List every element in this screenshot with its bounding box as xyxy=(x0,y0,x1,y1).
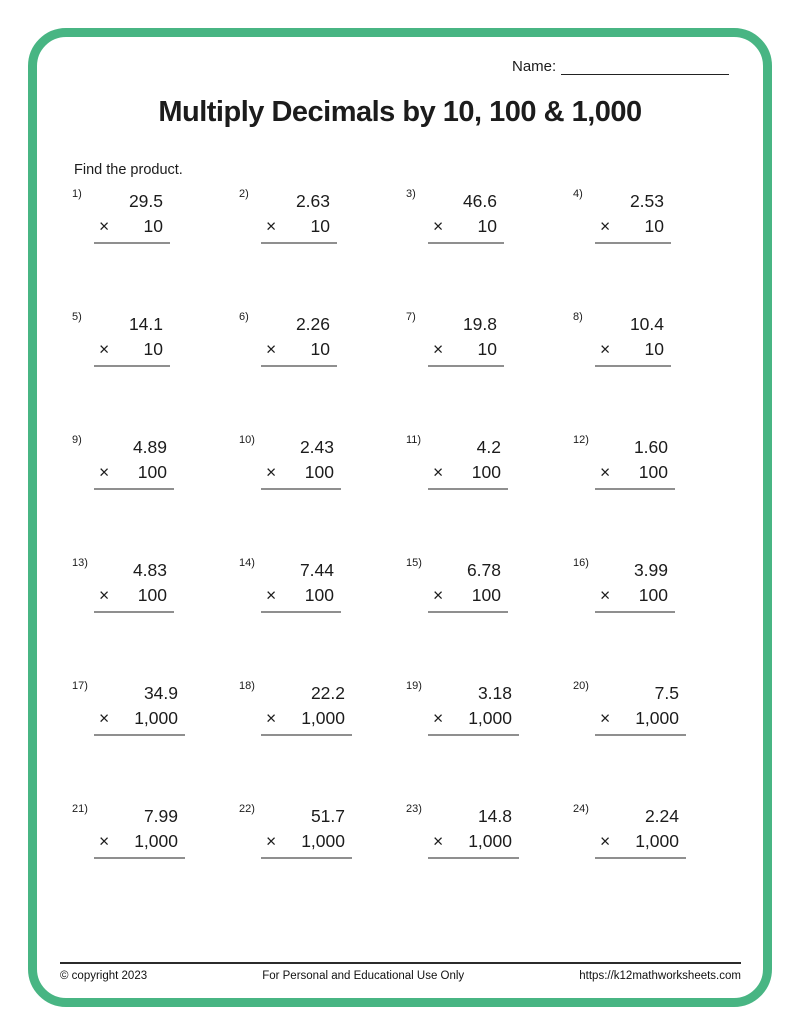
problem-number: 21) xyxy=(72,803,88,815)
problem xyxy=(239,188,406,311)
multiplicand: 4.89 xyxy=(132,437,167,457)
multiplicand: 51.7 xyxy=(310,806,345,826)
multiplier: 100 xyxy=(638,462,668,482)
problem-number: 13) xyxy=(72,557,88,569)
problem-number: 14) xyxy=(239,557,255,569)
problem-work xyxy=(261,683,352,736)
problem-work xyxy=(94,437,174,490)
multiplicand: 4.83 xyxy=(132,560,167,580)
multiply-sign: × xyxy=(266,339,277,359)
multiplier: 1,000 xyxy=(635,708,679,728)
problem-work xyxy=(261,437,341,490)
multiplicand: 34.9 xyxy=(143,683,178,703)
multiplicand: 29.5 xyxy=(128,191,163,211)
problem-number: 24) xyxy=(573,803,589,815)
problem xyxy=(239,311,406,434)
instruction-text: Find the product. xyxy=(74,162,183,178)
multiplier: 1,000 xyxy=(134,831,178,851)
multiplier-row xyxy=(428,212,504,244)
problem-number: 7) xyxy=(406,311,416,323)
problem-number: 4) xyxy=(573,188,583,200)
problem xyxy=(72,680,239,803)
copyright-text: © copyright 2023 xyxy=(60,970,148,982)
multiplier-row xyxy=(261,827,352,859)
problems-grid xyxy=(72,188,740,926)
multiply-sign: × xyxy=(600,585,611,605)
multiplicand: 7.5 xyxy=(654,683,679,703)
multiply-sign: × xyxy=(433,585,444,605)
multiplicand: 2.43 xyxy=(299,437,334,457)
multiplier-row xyxy=(94,335,170,367)
multiply-sign: × xyxy=(99,708,110,728)
multiply-sign: × xyxy=(99,462,110,482)
multiply-sign: × xyxy=(99,216,110,236)
problem xyxy=(573,680,740,803)
multiply-sign: × xyxy=(266,216,277,236)
multiplier: 1,000 xyxy=(635,831,679,851)
problem xyxy=(573,803,740,926)
problem-number: 23) xyxy=(406,803,422,815)
multiplicand: 2.26 xyxy=(295,314,330,334)
problem xyxy=(573,188,740,311)
problem xyxy=(239,803,406,926)
multiplier: 10 xyxy=(644,339,664,359)
problem-work xyxy=(595,683,686,736)
site-url: https://k12mathworksheets.com xyxy=(579,970,741,982)
multiplier: 10 xyxy=(143,216,163,236)
multiplier: 100 xyxy=(304,585,334,605)
multiply-sign: × xyxy=(600,216,611,236)
multiplier-row xyxy=(94,704,185,736)
multiply-sign: × xyxy=(433,708,444,728)
problem xyxy=(406,680,573,803)
multiplicand: 7.99 xyxy=(143,806,178,826)
multiplier: 1,000 xyxy=(134,708,178,728)
multiplicand: 19.8 xyxy=(462,314,497,334)
problem-work xyxy=(94,314,170,367)
usage-text: For Personal and Educational Use Only xyxy=(262,970,465,982)
problem-work xyxy=(261,191,337,244)
multiplier: 1,000 xyxy=(301,708,345,728)
multiplier-row xyxy=(94,212,170,244)
multiply-sign: × xyxy=(99,339,110,359)
problem-work xyxy=(595,191,671,244)
multiply-sign: × xyxy=(99,585,110,605)
problem xyxy=(406,311,573,434)
problem-work xyxy=(428,560,508,613)
name-row xyxy=(512,58,732,75)
multiply-sign: × xyxy=(433,216,444,236)
multiplicand: 7.44 xyxy=(299,560,334,580)
problem-number: 16) xyxy=(573,557,589,569)
multiplier-row xyxy=(261,458,341,490)
multiplicand: 10.4 xyxy=(629,314,664,334)
problem xyxy=(72,188,239,311)
multiplier-row xyxy=(428,458,508,490)
multiplicand: 3.18 xyxy=(477,683,512,703)
multiply-sign: × xyxy=(99,831,110,851)
problem-work xyxy=(94,683,185,736)
problem-number: 10) xyxy=(239,434,255,446)
problem xyxy=(72,803,239,926)
multiply-sign: × xyxy=(266,708,277,728)
problem xyxy=(72,311,239,434)
multiplier-row xyxy=(428,581,508,613)
problem-work xyxy=(94,806,185,859)
problem xyxy=(239,434,406,557)
multiply-sign: × xyxy=(433,462,444,482)
multiplier: 100 xyxy=(471,462,501,482)
multiplier-row xyxy=(261,212,337,244)
multiplier-row xyxy=(595,704,686,736)
multiplicand: 4.2 xyxy=(476,437,501,457)
multiplier: 1,000 xyxy=(301,831,345,851)
multiplier: 10 xyxy=(310,216,330,236)
multiplier: 10 xyxy=(310,339,330,359)
multiplier-row xyxy=(595,458,675,490)
multiply-sign: × xyxy=(266,831,277,851)
multiplier: 100 xyxy=(137,585,167,605)
multiplier: 100 xyxy=(137,462,167,482)
problem-work xyxy=(261,560,341,613)
multiply-sign: × xyxy=(433,339,444,359)
problem-work xyxy=(428,314,504,367)
multiplier: 100 xyxy=(304,462,334,482)
multiplier: 10 xyxy=(143,339,163,359)
problem-work xyxy=(595,806,686,859)
problem xyxy=(406,803,573,926)
problem xyxy=(239,680,406,803)
problem-work xyxy=(428,191,504,244)
multiplicand: 14.8 xyxy=(477,806,512,826)
name-fill-in-line xyxy=(561,58,729,75)
multiplier: 10 xyxy=(477,339,497,359)
problem xyxy=(239,557,406,680)
problem-number: 19) xyxy=(406,680,422,692)
problem-number: 2) xyxy=(239,188,249,200)
multiplier-row xyxy=(261,581,341,613)
problem-number: 20) xyxy=(573,680,589,692)
multiplier: 1,000 xyxy=(468,831,512,851)
multiplicand: 2.53 xyxy=(629,191,664,211)
multiplier: 10 xyxy=(477,216,497,236)
multiplicand: 46.6 xyxy=(462,191,497,211)
multiplicand: 3.99 xyxy=(633,560,668,580)
multiplier-row xyxy=(261,704,352,736)
problem-work xyxy=(595,437,675,490)
problem-number: 9) xyxy=(72,434,82,446)
multiplier-row xyxy=(261,335,337,367)
multiply-sign: × xyxy=(600,462,611,482)
problem-number: 6) xyxy=(239,311,249,323)
problem-work xyxy=(261,806,352,859)
multiplier-row xyxy=(428,704,519,736)
multiplier-row xyxy=(94,581,174,613)
problem xyxy=(573,311,740,434)
problem-number: 11) xyxy=(406,434,422,446)
problem xyxy=(573,434,740,557)
multiply-sign: × xyxy=(600,708,611,728)
problem-work xyxy=(428,806,519,859)
multiplier-row xyxy=(595,581,675,613)
multiplier-row xyxy=(595,827,686,859)
multiplier: 100 xyxy=(471,585,501,605)
multiply-sign: × xyxy=(266,585,277,605)
problem-work xyxy=(595,314,671,367)
problem-number: 12) xyxy=(573,434,589,446)
problem-work xyxy=(94,560,174,613)
problem xyxy=(72,557,239,680)
problem-number: 1) xyxy=(72,188,82,200)
multiply-sign: × xyxy=(600,831,611,851)
multiplicand: 6.78 xyxy=(466,560,501,580)
problem xyxy=(406,434,573,557)
problem-work xyxy=(428,437,508,490)
multiplier: 100 xyxy=(638,585,668,605)
problem-work xyxy=(428,683,519,736)
problem-number: 22) xyxy=(239,803,255,815)
multiplier-row xyxy=(428,827,519,859)
problem xyxy=(406,188,573,311)
multiplicand: 1.60 xyxy=(633,437,668,457)
multiplicand: 2.63 xyxy=(295,191,330,211)
multiplicand: 14.1 xyxy=(128,314,163,334)
problem xyxy=(573,557,740,680)
multiplier-row xyxy=(428,335,504,367)
multiplier: 10 xyxy=(644,216,664,236)
footer-divider xyxy=(60,962,741,964)
multiply-sign: × xyxy=(266,462,277,482)
problem-number: 8) xyxy=(573,311,583,323)
problem-number: 17) xyxy=(72,680,88,692)
name-label: Name: xyxy=(512,58,557,75)
multiplier-row xyxy=(595,212,671,244)
multiplier-row xyxy=(94,827,185,859)
problem xyxy=(72,434,239,557)
multiplier-row xyxy=(94,458,174,490)
footer xyxy=(60,962,741,982)
problem-number: 3) xyxy=(406,188,416,200)
multiply-sign: × xyxy=(600,339,611,359)
multiplier: 1,000 xyxy=(468,708,512,728)
multiplicand: 2.24 xyxy=(644,806,679,826)
problem-number: 5) xyxy=(72,311,82,323)
problem-number: 15) xyxy=(406,557,422,569)
problem-work xyxy=(261,314,337,367)
multiplicand: 22.2 xyxy=(310,683,345,703)
multiplier-row xyxy=(595,335,671,367)
worksheet-title: Multiply Decimals by 10, 100 & 1,000 xyxy=(158,96,642,128)
problem-work xyxy=(94,191,170,244)
multiply-sign: × xyxy=(433,831,444,851)
problem-work xyxy=(595,560,675,613)
problem-number: 18) xyxy=(239,680,255,692)
problem xyxy=(406,557,573,680)
